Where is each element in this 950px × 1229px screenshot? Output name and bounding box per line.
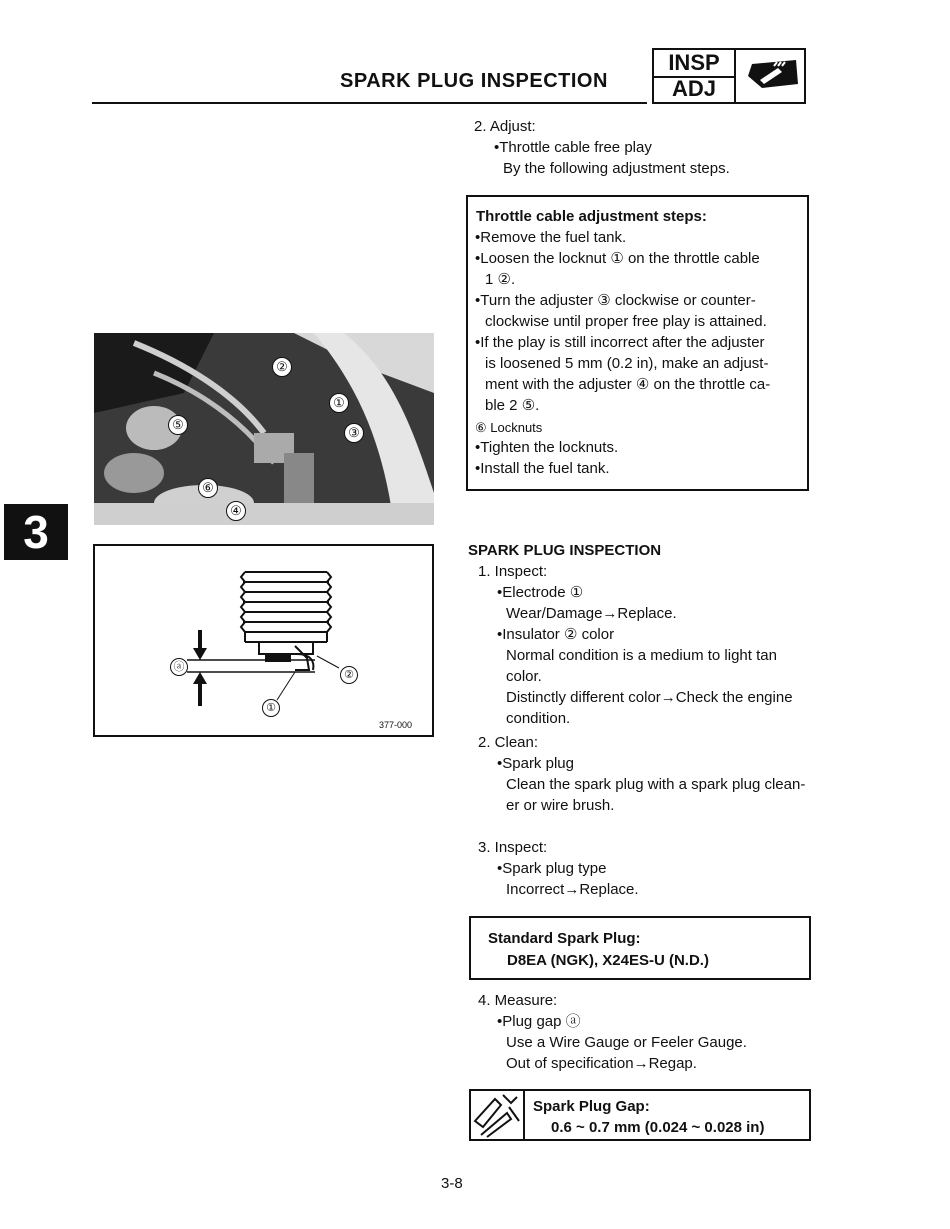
throttle-step: ble 2 ⑤. — [485, 397, 540, 414]
chapter-tab: 3 — [4, 504, 68, 560]
throttle-step: •Remove the fuel tank. — [475, 229, 627, 246]
throttle-cable-photo — [94, 333, 434, 525]
inspection-line: Distinctly different color→Check the engine — [506, 689, 793, 706]
photo-label: ③ — [344, 423, 364, 443]
inspection-line: •Insulator ② color — [497, 626, 615, 643]
throttle-step: clockwise until proper free play is attained. — [485, 313, 767, 330]
title-rule — [92, 102, 647, 104]
adjust-note: By the following adjustment steps. — [503, 160, 730, 177]
adjust-item: •Throttle cable free play — [494, 139, 652, 156]
insp-adj-badge — [652, 48, 806, 104]
photo-label: ④ — [226, 501, 246, 521]
insulator-label: ② — [340, 666, 358, 684]
throttle-step: ment with the adjuster ④ on the throttle ca- — [485, 376, 771, 393]
photo-label: ⑤ — [168, 415, 188, 435]
plug-gap-value: 0.6 ~ 0.7 mm (0.024 ~ 0.028 in) — [551, 1119, 765, 1136]
standard-plug-value: D8EA (NGK), X24ES-U (N.D.) — [507, 952, 709, 969]
inspect3-step: 3. Inspect: — [478, 839, 548, 856]
inspect3-note: Incorrect→Replace. — [506, 881, 639, 898]
adjust-step: 2. Adjust: — [474, 118, 536, 135]
page-number: 3-8 — [441, 1175, 463, 1192]
throttle-step: •Turn the adjuster ③ clockwise or counter- — [475, 292, 756, 309]
gap-label-a: ⓐ — [170, 658, 188, 676]
inspection-heading: SPARK PLUG INSPECTION — [468, 542, 662, 559]
throttle-step: is loosened 5 mm (0.2 in), make an adjust- — [485, 355, 769, 372]
wrench-icon — [738, 54, 802, 98]
measure-note: Use a Wire Gauge or Feeler Gauge. — [506, 1034, 747, 1051]
inspection-line: 2. Clean: — [478, 734, 539, 751]
photo-label: ① — [329, 393, 349, 413]
badge-insp: INSP — [654, 50, 736, 78]
throttle-step: 1 ②. — [485, 271, 516, 288]
inspection-line: Wear/Damage→Replace. — [506, 605, 677, 622]
diagram-ref: 377-000 — [379, 720, 413, 730]
feeler-gauge-icon — [471, 1091, 525, 1139]
inspection-line: Clean the spark plug with a spark plug clean- — [506, 776, 806, 793]
inspection-line: 1. Inspect: — [478, 563, 548, 580]
plug-gap-label: Spark Plug Gap: — [533, 1098, 650, 1115]
inspection-line: color. — [506, 668, 542, 685]
standard-plug-label: Standard Spark Plug: — [488, 930, 641, 947]
measure-note: Out of specification→Regap. — [506, 1055, 697, 1072]
spark-plug-diagram — [93, 544, 434, 737]
throttle-adjustment-box — [466, 195, 809, 491]
measure-step: 4. Measure: — [478, 992, 558, 1009]
inspection-line: •Spark plug — [497, 755, 574, 772]
measure-item: •Plug gap ⓐ — [497, 1013, 581, 1030]
throttle-step: •Install the fuel tank. — [475, 460, 610, 477]
inspection-line: •Electrode ① — [497, 584, 584, 601]
throttle-step: •Loosen the locknut ① on the throttle cable — [475, 250, 760, 267]
inspection-line: Normal condition is a medium to light tan — [506, 647, 777, 664]
page-title: SPARK PLUG INSPECTION — [340, 70, 608, 92]
photo-label: ⑥ — [198, 478, 218, 498]
throttle-box-heading: Throttle cable adjustment steps: — [476, 208, 707, 225]
inspection-line: condition. — [506, 710, 571, 727]
inspect3-item: •Spark plug type — [497, 860, 607, 877]
inspection-line: er or wire brush. — [506, 797, 615, 814]
electrode-label: ① — [262, 699, 280, 717]
badge-adj: ADJ — [654, 76, 736, 102]
standard-plug-box — [469, 916, 811, 980]
plug-gap-box — [469, 1089, 811, 1141]
throttle-step: •If the play is still incorrect after the adjuster — [475, 334, 765, 351]
locknuts-legend: ⑥ Locknuts — [475, 420, 543, 435]
photo-label: ② — [272, 357, 292, 377]
throttle-step: •Tighten the locknuts. — [475, 439, 619, 456]
